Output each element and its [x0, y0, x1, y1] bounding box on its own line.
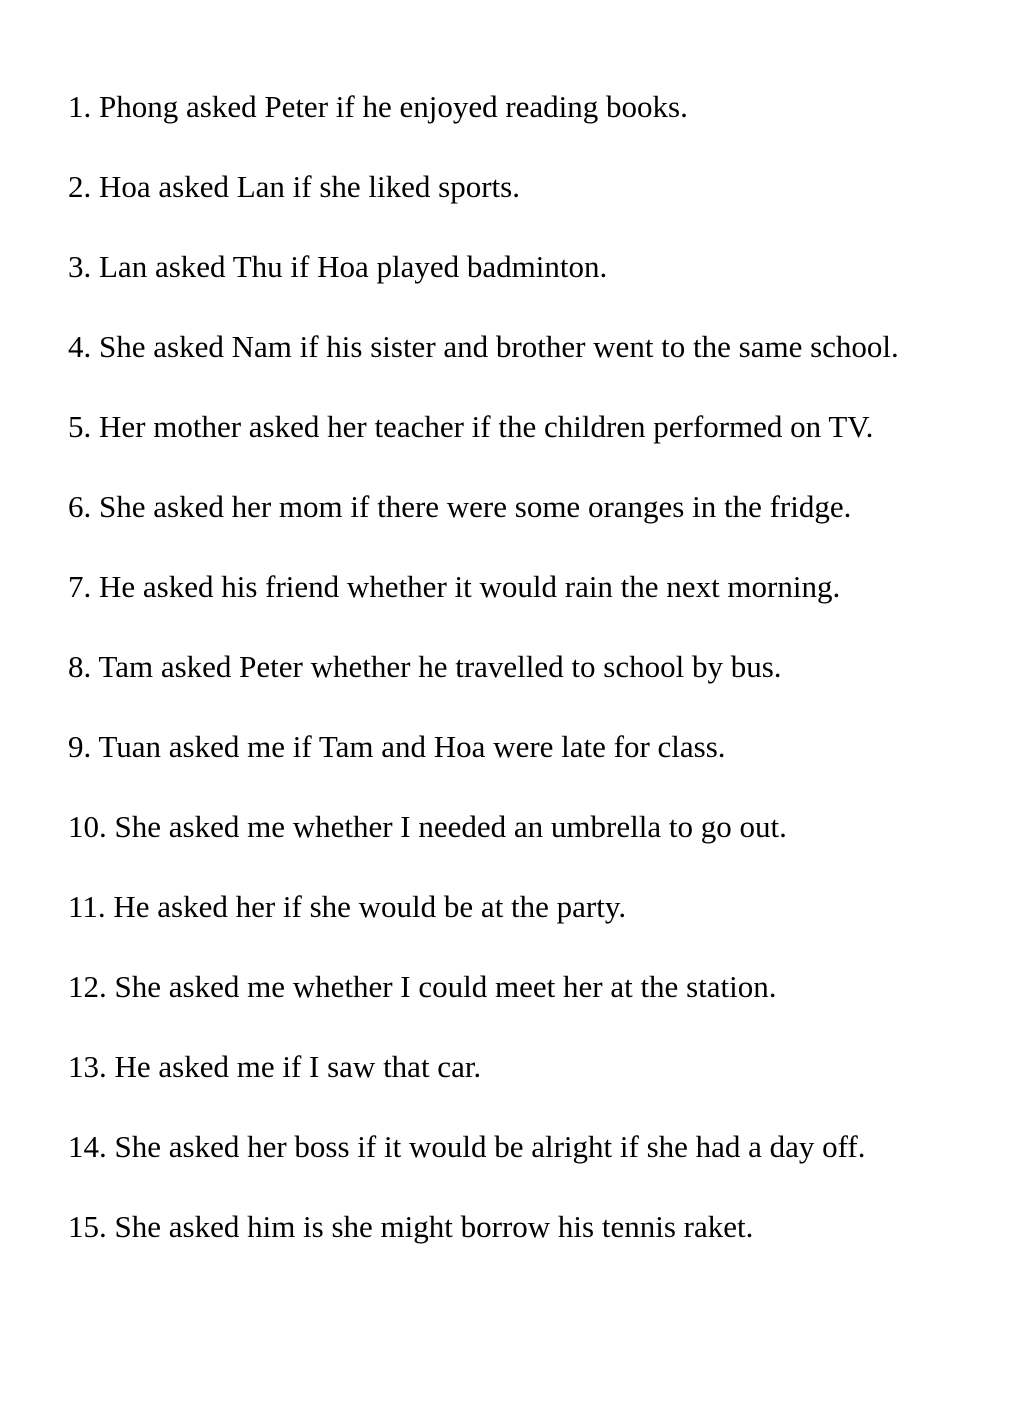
answer-sentence-1: 1. Phong asked Peter if he enjoyed reading books.	[68, 89, 688, 124]
answer-sentence-10: 10. She asked me whether I needed an umbrella to go out.	[68, 809, 787, 844]
answer-sentence-9: 9. Tuan asked me if Tam and Hoa were late for class.	[68, 729, 726, 764]
answer-sentence-3: 3. Lan asked Thu if Hoa played badminton.	[68, 249, 608, 284]
answer-sentence-4: 4. She asked Nam if his sister and brother went to the same school.	[68, 329, 899, 364]
answer-sentence-2: 2. Hoa asked Lan if she liked sports.	[68, 169, 520, 204]
answer-sentence-13: 13. He asked me if I saw that car.	[68, 1049, 482, 1084]
answer-sentence-5: 5. Her mother asked her teacher if the children performed on TV.	[68, 409, 874, 444]
answer-sentence-8: 8. Tam asked Peter whether he travelled to school by bus.	[68, 649, 782, 684]
answer-sentence-12: 12. She asked me whether I could meet her at the station.	[68, 969, 777, 1004]
answer-sentence-11: 11. He asked her if she would be at the party.	[68, 889, 627, 924]
answer-sentence-14: 14. She asked her boss if it would be alright if she had a day off.	[68, 1129, 866, 1164]
answer-sentence-15: 15. She asked him is she might borrow his tennis raket.	[68, 1209, 754, 1244]
answer-list	[68, 87, 998, 1287]
answer-sentence-6: 6. She asked her mom if there were some oranges in the fridge.	[68, 489, 852, 524]
answer-sentence-7: 7. He asked his friend whether it would rain the next morning.	[68, 569, 841, 604]
